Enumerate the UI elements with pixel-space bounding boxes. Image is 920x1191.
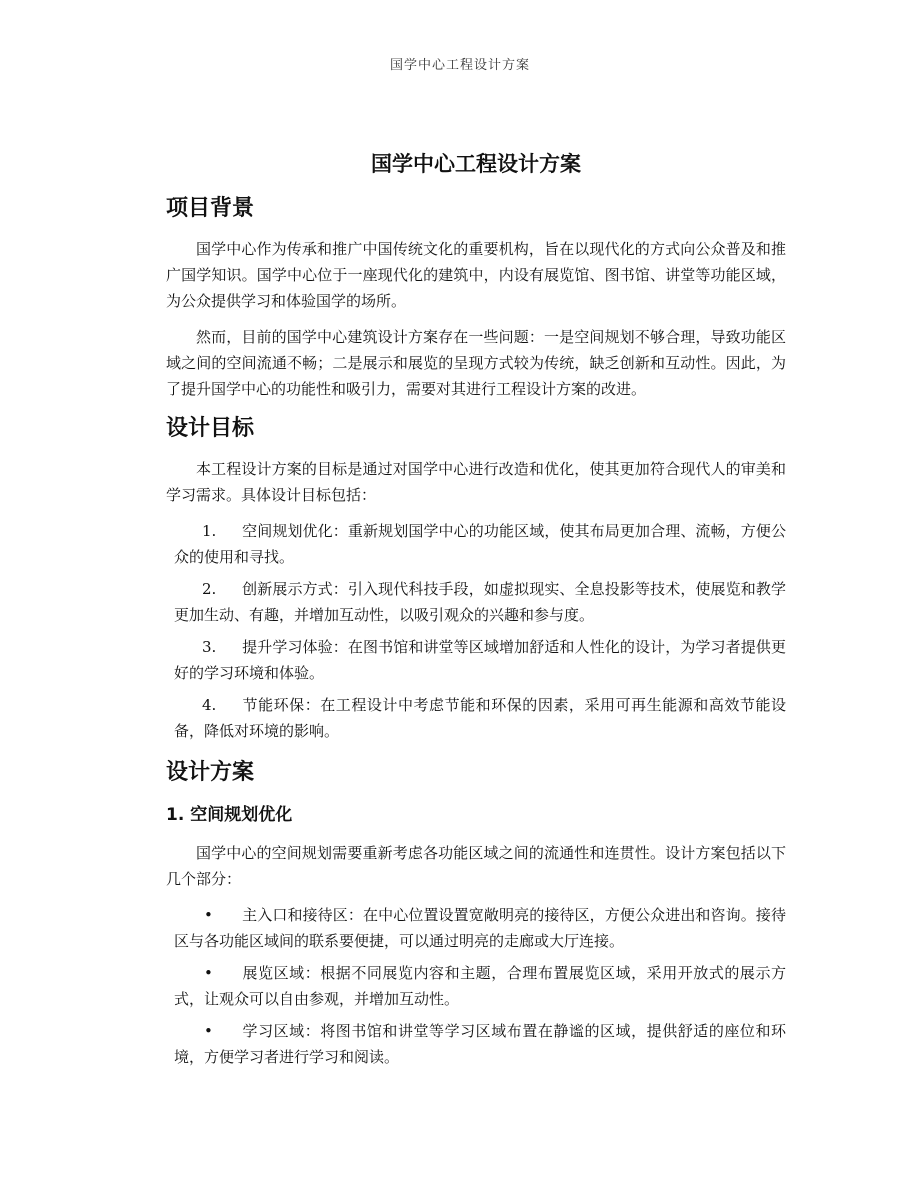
- list-item-text: 展览区域：根据不同展览内容和主题，合理布置展览区域，采用开放式的展示方式，让观众可以自由参观，并增加互动性。: [174, 964, 786, 1008]
- list-item-text: 节能环保：在工程设计中考虑节能和环保的因素，采用可再生能源和高效节能设备，降低对环境的影响。: [174, 696, 786, 740]
- list-item-text: 主入口和接待区：在中心位置设置宽敞明亮的接待区，方便公众进出和咨询。接待区与各功能区域间的联系要便捷，可以通过明亮的走廊或大厅连接。: [174, 906, 786, 950]
- bullet-icon: •: [204, 1022, 213, 1040]
- list-item: [174, 692, 786, 744]
- list-item: [174, 518, 786, 570]
- document-title: 国学中心工程设计方案: [371, 152, 581, 176]
- subsection-heading-space-planning: 1. 空间规划优化: [166, 805, 293, 825]
- list-item: [174, 634, 786, 686]
- section-heading-goals: 设计目标: [166, 416, 255, 441]
- list-marker: 4.: [202, 696, 217, 714]
- goals-intro-paragraph: 本工程设计方案的目标是通过对国学中心进行改造和优化，使其更加符合现代人的审美和学习需求。具体设计目标包括：: [166, 460, 786, 504]
- list-item-text: 空间规划优化：重新规划国学中心的功能区域，使其布局更加合理、流畅，方便公众的使用和寻找。: [174, 522, 786, 566]
- list-item: [174, 576, 786, 628]
- list-item-text: 创新展示方式：引入现代科技手段，如虚拟现实、全息投影等技术，使展览和教学更加生动、有趣，并增加互动性，以吸引观众的兴趣和参与度。: [174, 580, 786, 624]
- space-planning-list: [166, 902, 786, 1070]
- list-item: [174, 902, 786, 954]
- list-item-text: 学习区域：将图书馆和讲堂等学习区域布置在静谧的区域，提供舒适的座位和环境，方便学习者进行学习和阅读。: [174, 1022, 786, 1066]
- list-marker: 3.: [202, 638, 217, 656]
- section-heading-background: 项目背景: [166, 196, 255, 221]
- list-item: [174, 1018, 786, 1070]
- background-paragraph-1: 国学中心作为传承和推广中国传统文化的重要机构，旨在以现代化的方式向公众普及和推广国学知识。国学中心位于一座现代化的建筑中，内设有展览馆、图书馆、讲堂等功能区域，为公众提供学习和体验国学的场所。: [166, 240, 786, 310]
- running-header: 国学中心工程设计方案: [389, 58, 530, 73]
- list-item-text: 提升学习体验：在图书馆和讲堂等区域增加舒适和人性化的设计，为学习者提供更好的学习环境和体验。: [174, 638, 786, 682]
- list-marker: 1.: [202, 522, 217, 540]
- space-planning-intro-paragraph: 国学中心的空间规划需要重新考虑各功能区域之间的流通性和连贯性。设计方案包括以下几个部分：: [166, 844, 786, 888]
- list-marker: 2.: [202, 580, 217, 598]
- bullet-icon: •: [204, 964, 213, 982]
- document-body: [166, 140, 786, 1082]
- bullet-icon: •: [204, 906, 213, 924]
- list-item: [174, 960, 786, 1012]
- background-paragraph-2: 然而，目前的国学中心建筑设计方案存在一些问题：一是空间规划不够合理，导致功能区域之间的空间流通不畅；二是展示和展览的呈现方式较为传统，缺乏创新和互动性。因此，为了提升国学中心的功能性和吸引力，需要对其进行工程设计方案的改进。: [166, 328, 786, 398]
- section-heading-plan: 设计方案: [166, 760, 255, 785]
- goals-list: [166, 518, 786, 744]
